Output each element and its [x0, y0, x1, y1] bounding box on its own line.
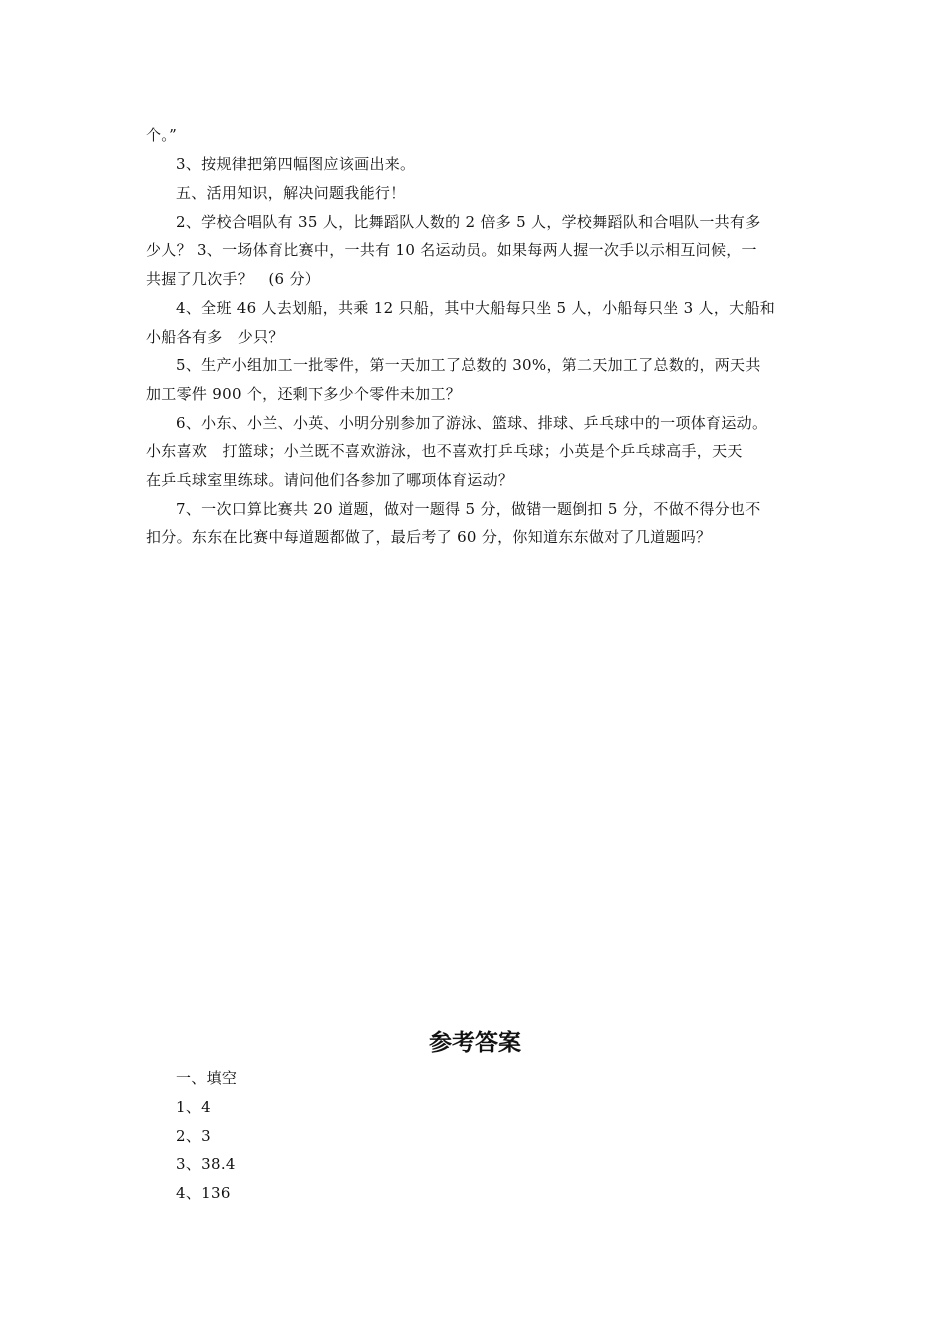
question-3-line-2: 共握了几次手？ (6 分）	[146, 270, 321, 288]
question-3-line-1: 少人？ 3、一场体育比赛中，一共有 10 名运动员。如果每两人握一次手以示相互问候，一	[146, 241, 757, 259]
section-five-heading: 五、活用知识，解决问题我能行！	[176, 184, 406, 202]
question-3-pattern: 3、按规律把第四幅图应该画出来。	[176, 155, 416, 173]
text-line: 个。”	[146, 126, 178, 144]
question-7-line-2: 扣分。东东在比赛中每道题都做了，最后考了 60 分，你知道东东做对了几道题吗？	[146, 528, 712, 546]
question-6-line-1: 6、小东、小兰、小英、小明分别参加了游泳、篮球、排球、乒乓球中的一项体育运动。	[176, 414, 768, 432]
question-6-line-2: 小东喜欢 打篮球；小兰既不喜欢游泳，也不喜欢打乒乓球；小英是个乒乓球高手，天天	[146, 442, 743, 460]
question-7-line-1: 7、一次口算比赛共 20 道题，做对一题得 5 分，做错一题倒扣 5 分，不做不得分也不	[176, 500, 761, 518]
question-5-line-2: 加工零件 900 个，还剩下多少个零件未加工？	[146, 385, 462, 403]
question-5-line-1: 5、生产小组加工一批零件，第一天加工了总数的 30%，第二天加工了总数的，两天共	[176, 356, 761, 374]
question-4-line-2: 小船各有多 少只？	[146, 328, 284, 346]
answer-item: 4、136	[176, 1184, 231, 1202]
answer-item: 2、3	[176, 1127, 211, 1145]
question-6-line-3: 在乒乓球室里练球。请问他们各参加了哪项体育运动？	[146, 471, 514, 489]
answer-item: 3、38.4	[176, 1155, 236, 1173]
answer-item: 1、4	[176, 1098, 211, 1116]
answer-key-title: 参考答案	[429, 1030, 521, 1056]
question-2-line-1: 2、学校合唱队有 35 人，比舞蹈队人数的 2 倍多 5 人，学校舞蹈队和合唱队一共有多	[176, 213, 761, 231]
question-4-line-1: 4、全班 46 人去划船，共乘 12 只船，其中大船每只坐 5 人，小船每只坐 3 人，大船和	[176, 299, 776, 317]
answer-section-fill-blank: 一、填空	[176, 1069, 238, 1087]
